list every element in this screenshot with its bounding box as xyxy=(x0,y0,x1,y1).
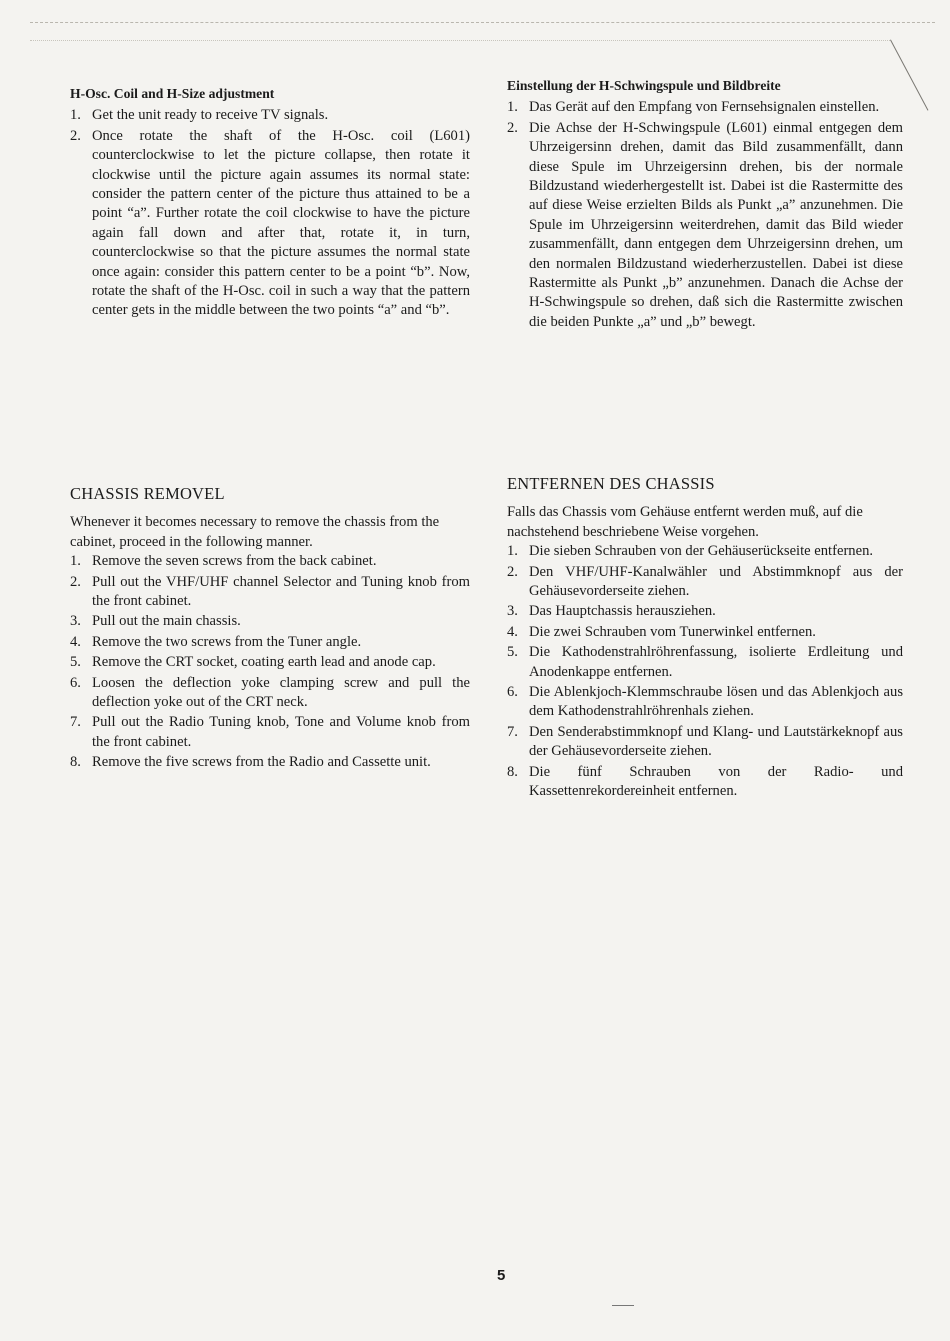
list-item xyxy=(507,763,903,802)
hosc-adjustment-en xyxy=(70,84,470,322)
step-text: Das Gerät auf den Empfang von Fernsehsignalen einstellen. xyxy=(529,99,880,116)
step-text: Die fünf Schrauben von der Radio- und Kassettenrekordereinheit entfernen. xyxy=(529,763,903,800)
step-list xyxy=(70,552,470,772)
list-item xyxy=(70,552,470,571)
section-intro: Whenever it becomes necessary to remove the chassis from the cabinet, proceed in the following manner. xyxy=(70,514,440,550)
scan-mark xyxy=(612,1305,634,1306)
step-number: 2. xyxy=(507,119,518,136)
list-item xyxy=(70,653,470,672)
step-number: 7. xyxy=(507,723,518,740)
section-heading: Einstellung der H-Schwingspule und Bildbreite xyxy=(507,78,781,93)
chassis-removal-en xyxy=(70,484,470,774)
step-text: Die Kathodenstrahlröhrenfassung, isolierte Erdleitung und Anodenkappe entfernen. xyxy=(529,644,903,680)
section-title: ENTFERNEN DES CHASSIS xyxy=(507,474,715,493)
step-number: 2. xyxy=(70,573,81,590)
section-intro: Falls das Chassis vom Gehäuse entfernt werden muß, auf die nachstehend beschriebene Weise vorgehen. xyxy=(507,504,863,540)
step-text: Pull out the VHF/UHF channel Selector and Tuning knob from the front cabinet. xyxy=(92,573,470,610)
scan-edge-line xyxy=(30,40,890,41)
scan-edge-line xyxy=(30,22,935,23)
list-item xyxy=(507,563,903,602)
step-text: Once rotate the shaft of the H-Osc. coil (L601) counterclockwise to let the picture collapse, then rotate it clockwise until the picture again assumes its normal state: consider the pattern center of the picture thus attained to be a point “a”. Further rotate the coil clockwise to have the picture again fall down and after that, rotate it, in turn, counterclockwise so that the picture assumes the normal state once again: consider this pattern center to be a point “b”. Now, rotate the shaft of the H-Osc. coil in such a way that the pattern center gets in the middle between the two points “a” and “b”. xyxy=(92,127,470,319)
page-number: 5 xyxy=(497,1267,506,1284)
step-number: 5. xyxy=(70,654,81,671)
step-number: 2. xyxy=(70,127,81,144)
list-item xyxy=(70,573,470,612)
chassis-removal-de xyxy=(507,474,903,803)
step-text: Pull out the main chassis. xyxy=(92,613,241,630)
step-number: 6. xyxy=(70,674,81,691)
step-number: 4. xyxy=(507,623,518,640)
step-text: Pull out the Radio Tuning knob, Tone and Volume knob from the front cabinet. xyxy=(92,714,470,750)
list-item xyxy=(507,723,903,762)
list-item xyxy=(70,674,470,713)
step-text: Den Senderabstimmknopf und Klang- und Lautstärkeknopf aus der Gehäusevorderseite ziehen. xyxy=(529,723,903,760)
list-item xyxy=(70,127,470,321)
list-item xyxy=(507,98,903,117)
step-text: Remove the two screws from the Tuner angle. xyxy=(92,633,362,650)
step-number: 7. xyxy=(70,714,81,731)
list-item xyxy=(70,713,470,752)
step-number: 6. xyxy=(507,684,518,701)
section-title: CHASSIS REMOVEL xyxy=(70,484,225,503)
step-number: 3. xyxy=(70,613,81,630)
step-text: Get the unit ready to receive TV signals. xyxy=(92,107,329,124)
list-item xyxy=(507,623,903,642)
step-number: 1. xyxy=(70,553,81,570)
step-list xyxy=(507,98,903,332)
step-number: 8. xyxy=(70,754,81,771)
step-list xyxy=(70,106,470,320)
hosc-adjustment-de xyxy=(507,76,903,333)
step-list xyxy=(507,542,903,801)
step-number: 1. xyxy=(507,543,518,560)
step-text: Die sieben Schrauben von der Gehäuserückseite entfernen. xyxy=(529,543,874,560)
step-text: Loosen the deflection yoke clamping screw and pull the deflection yoke out of the CRT neck. xyxy=(92,674,470,711)
step-number: 3. xyxy=(507,603,518,620)
step-text: Die Ablenkjoch-Klemmschraube lösen und das Ablenkjoch aus dem Kathodenstrahlröhrenhals ziehen. xyxy=(529,684,903,720)
list-item xyxy=(507,542,903,561)
step-number: 1. xyxy=(507,99,518,116)
step-number: 2. xyxy=(507,563,518,580)
step-text: Den VHF/UHF-Kanalwähler und Abstimmknopf aus der Gehäusevorderseite ziehen. xyxy=(529,563,903,600)
step-number: 4. xyxy=(70,633,81,650)
step-text: Remove the CRT socket, coating earth lead and anode cap. xyxy=(92,654,436,671)
list-item xyxy=(507,602,903,621)
step-number: 5. xyxy=(507,644,518,661)
list-item xyxy=(507,119,903,332)
list-item xyxy=(70,633,470,652)
list-item xyxy=(507,643,903,682)
step-text: Remove the seven screws from the back cabinet. xyxy=(92,553,377,570)
step-number: 8. xyxy=(507,763,518,780)
list-item xyxy=(70,753,470,772)
step-text: Die Achse der H-Schwingspule (L601) einmal entgegen dem Uhrzeigersinn drehen, damit das Bild zusammenfällt, dann diese Spule im Uhrzeigersinn drehen, bis der normale Bildzustand wiederhergestellt ist. Dabei ist die Rastermitte des auf diese Weise erzielten Bilds als Punkt „a” anzunehmen. Die Spule im Uhrzeigersinn weiterdrehen, damit das Bild wieder zusammenfällt, dann entgegen dem Uhrzeigersinn drehen, um den normalen Bildzustand wiederherzustellen. Dabei ist diese Rastermitte als Punkt „b” anzunehmen. Danach die Achse der H-Schwingspule so drehen, daß sich die Rastermitte zwischen die beiden Punkte „a” und „b” bewegt. xyxy=(529,119,903,330)
step-number: 1. xyxy=(70,107,81,124)
list-item xyxy=(70,612,470,631)
step-text: Remove the five screws from the Radio and Cassette unit. xyxy=(92,754,431,771)
step-text: Die zwei Schrauben vom Tunerwinkel entfernen. xyxy=(529,623,816,640)
list-item xyxy=(507,683,903,722)
section-heading: H-Osc. Coil and H-Size adjustment xyxy=(70,86,275,101)
list-item xyxy=(70,106,470,125)
step-text: Das Hauptchassis herausziehen. xyxy=(529,603,716,620)
